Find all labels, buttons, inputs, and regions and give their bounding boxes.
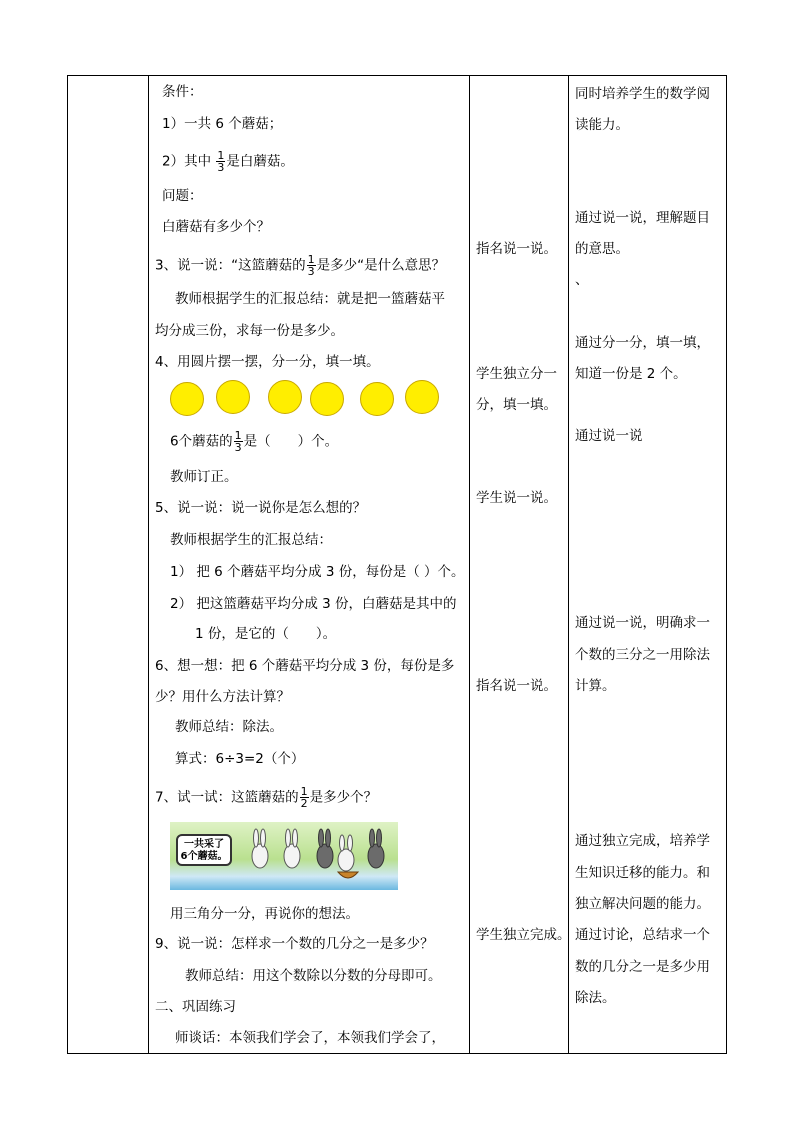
step-6-line-2: 少？用什么方法计算？ <box>155 689 290 705</box>
intent-5-line-3: 计算。 <box>575 678 616 694</box>
intent-2-line-1: 通过说一说，理解题目 <box>575 210 710 226</box>
part-2-heading: 二、巩固练习 <box>155 999 236 1015</box>
teacher-talk: 师谈话：本领我们学会了，本领我们学会了， <box>175 1030 445 1046</box>
bubble-line-2: 6个蘑菇。 <box>180 851 228 862</box>
condition-2-pre: 2）其中 <box>162 153 212 170</box>
intent-4: 通过说一说 <box>575 428 643 444</box>
step-4-fill <box>170 430 338 453</box>
fraction-one-half: $\frac{1}{2}$ <box>300 785 308 810</box>
step-7-pre: 7、试一试：这篮蘑菇的 <box>155 789 299 806</box>
fraction-one-third: $\frac{1}{3}$ <box>234 429 242 454</box>
col-border-4 <box>726 75 727 1054</box>
intent-6-line-3: 独立解决问题的能力。 <box>575 896 710 912</box>
step-6-summary: 教师总结：除法。 <box>175 719 283 735</box>
counter-circle <box>310 382 344 416</box>
counter-circle <box>170 382 204 416</box>
fraction-one-third: $\frac{1}{3}$ <box>217 149 225 174</box>
activity-4: 指名说一说。 <box>476 678 557 694</box>
step-7-think: 用三角分一分，再说你的想法。 <box>170 906 359 922</box>
activity-1: 指名说一说。 <box>476 241 557 257</box>
counter-circle <box>268 380 302 414</box>
col-border-3 <box>568 75 569 1054</box>
step-9: 9、说一说：怎样求一个数的几分之一是多少？ <box>155 936 434 952</box>
col-border-2 <box>469 75 470 1054</box>
counter-circle <box>360 382 394 416</box>
step-5-summary: 教师根据学生的汇报总结： <box>170 532 332 548</box>
step-4-fill-post: 是（ ）个。 <box>243 433 339 450</box>
table-bottom-border <box>67 1053 727 1054</box>
step-9-summary: 教师总结：用这个数除以分数的分母即可。 <box>185 968 442 984</box>
step-3 <box>155 254 445 277</box>
col-border-1 <box>148 75 149 1054</box>
step-5-point-2b: 1 份，是它的（ ）。 <box>195 626 337 642</box>
step-5: 5、说一说：说一说你是怎么想的？ <box>155 500 367 516</box>
step-4: 4、用圆片摆一摆，分一分，填一填。 <box>155 354 380 370</box>
step-3-post: 是多少“是什么意思？ <box>316 257 446 274</box>
question-text: 白蘑菇有多少个？ <box>162 219 270 235</box>
intent-2-line-3: 、 <box>575 272 589 288</box>
step-7-post: 是多少个？ <box>309 789 378 806</box>
activity-5: 学生独立完成。 <box>476 927 571 943</box>
condition-2-post: 是白蘑菇。 <box>226 153 294 170</box>
fraction-one-third: $\frac{1}{3}$ <box>307 253 315 278</box>
intent-3-line-1: 通过分一分，填一填， <box>575 335 710 351</box>
table-top-border <box>67 75 727 76</box>
intent-6-line-1: 通过独立完成，培养学 <box>575 833 710 849</box>
intent-6-line-2: 生知识迁移的能力。和 <box>575 865 710 881</box>
condition-2 <box>162 150 294 173</box>
question-label: 问题： <box>162 188 203 204</box>
step-3-summary-1: 教师根据学生的汇报总结：就是把一篮蘑菇平 <box>175 291 445 307</box>
step-3-summary-2: 均分成三份，求每一份是多少。 <box>155 323 344 339</box>
step-4-correct: 教师订正。 <box>170 469 238 485</box>
activity-2-line-1: 学生独立分一 <box>476 366 557 382</box>
intent-1-line-1: 同时培养学生的数学阅 <box>575 86 710 102</box>
intent-6-line-6: 除法。 <box>575 990 616 1006</box>
step-5-point-2: 2） 把这篮蘑菇平均分成 3 份，白蘑菇是其中的 <box>170 596 457 612</box>
counter-circle <box>216 380 250 414</box>
counter-circle <box>405 380 439 414</box>
rabbits-picture <box>170 822 398 890</box>
step-7 <box>155 786 377 809</box>
intent-2-line-2: 的意思。 <box>575 241 629 257</box>
col-border-0 <box>67 75 68 1054</box>
intent-5-line-2: 个数的三分之一用除法 <box>575 647 710 663</box>
intent-3-line-2: 知道一份是 2 个。 <box>575 366 687 382</box>
intent-5-line-1: 通过说一说，明确求一 <box>575 615 710 631</box>
intent-1-line-2: 读能力。 <box>575 117 629 133</box>
bubble-line-1: 一共采了 <box>184 839 224 850</box>
step-6-formula: 算式：6÷3=2（个） <box>175 751 305 767</box>
step-5-point-1: 1） 把 6 个蘑菇平均分成 3 份，每份是（ ）个。 <box>170 564 465 580</box>
activity-3: 学生说一说。 <box>476 490 557 506</box>
intent-6-line-4: 通过讨论，总结求一个 <box>575 927 710 943</box>
activity-2-line-2: 分，填一填。 <box>476 397 557 413</box>
conditions-label: 条件： <box>162 84 203 100</box>
rabbit-illustration <box>170 822 398 890</box>
step-3-pre: 3、说一说：“这篮蘑菇的 <box>155 257 306 274</box>
step-4-fill-pre: 6个蘑菇的 <box>170 433 233 450</box>
intent-6-line-5: 数的几分之一是多少用 <box>575 959 710 975</box>
condition-1: 1）一共 6 个蘑菇； <box>162 116 283 132</box>
step-6-line-1: 6、想一想：把 6 个蘑菇平均分成 3 份，每份是多 <box>155 658 455 674</box>
